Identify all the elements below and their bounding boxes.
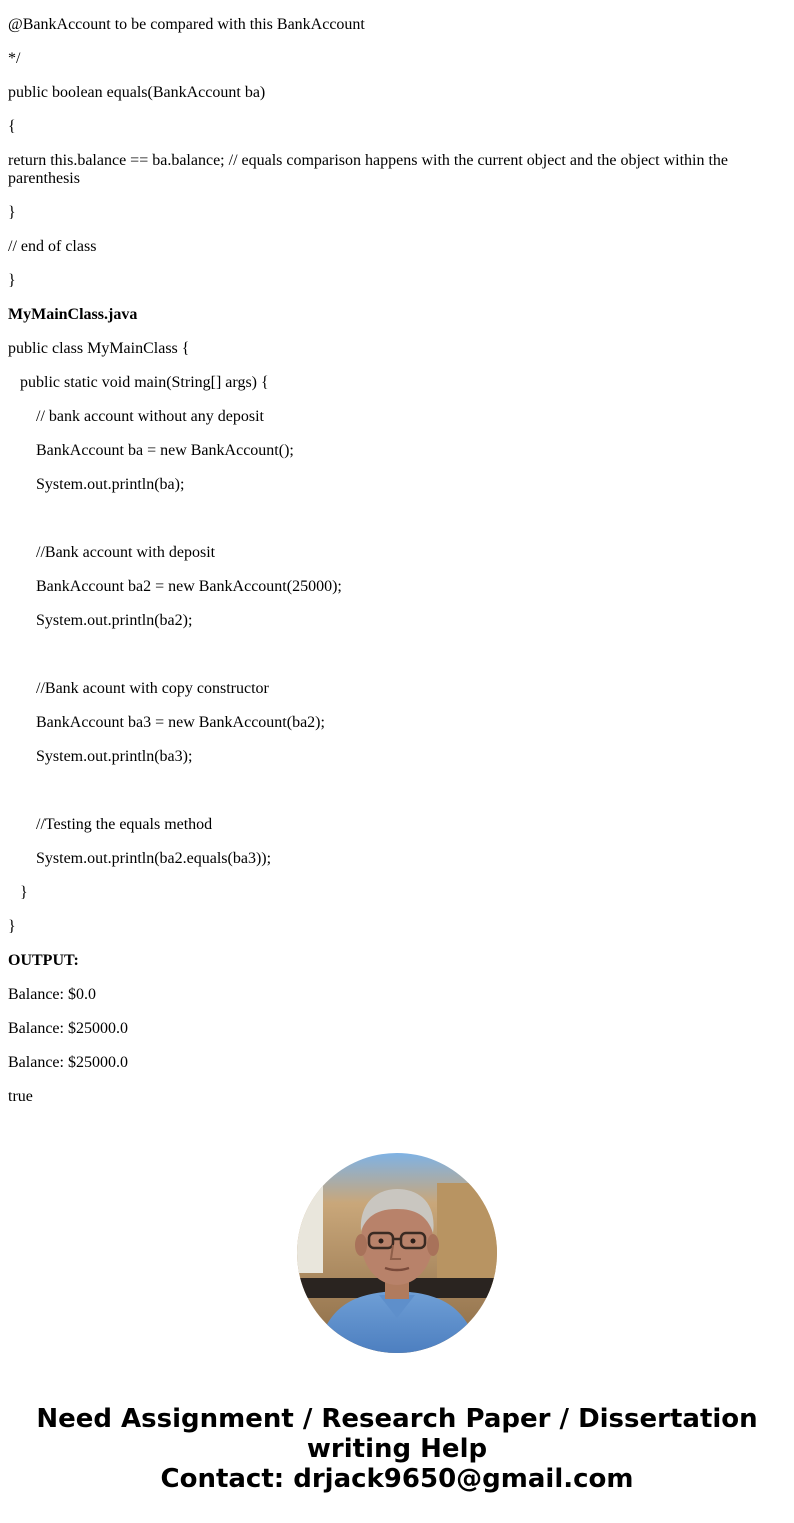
- output-line: Balance: $25000.0: [8, 1020, 128, 1037]
- code-comment: //Bank acount with copy constructor: [8, 680, 269, 697]
- code-comment: //Bank account with deposit: [8, 544, 216, 561]
- code-line: System.out.println(ba2);: [8, 612, 193, 629]
- promo-contact: Contact: drjack9650@gmail.com: [160, 1464, 634, 1494]
- return-statement: return this.balance == ba.balance; // equals comparison happens with the current object and the object within the parenthesis: [8, 152, 733, 187]
- code-line: BankAccount ba = new BankAccount();: [8, 442, 294, 459]
- brace-open: {: [8, 118, 16, 135]
- brace-close: }: [8, 884, 28, 901]
- brace-close: }: [8, 204, 16, 221]
- code-comment: // bank account without any deposit: [8, 408, 264, 425]
- output-line: Balance: $0.0: [8, 986, 96, 1003]
- code-comment: //Testing the equals method: [8, 816, 213, 833]
- output-line: true: [8, 1088, 33, 1105]
- brace-close: }: [8, 918, 16, 935]
- brace-close: }: [8, 272, 16, 289]
- promo-banner: [0, 1404, 794, 1494]
- code-line: System.out.println(ba2.equals(ba3));: [8, 850, 272, 867]
- javadoc-line: @BankAccount to be compared with this BankAccount: [8, 16, 365, 33]
- author-avatar: [297, 1153, 497, 1353]
- comment-close: */: [8, 50, 21, 67]
- end-comment: // end of class: [8, 238, 97, 255]
- portrait-illustration: [297, 1153, 497, 1353]
- promo-line: Need Assignment / Research Paper / Dissertation: [36, 1404, 758, 1434]
- code-line: System.out.println(ba);: [8, 476, 185, 493]
- output-line: Balance: $25000.0: [8, 1054, 128, 1071]
- class-declaration: public class MyMainClass {: [8, 340, 190, 357]
- method-signature: public boolean equals(BankAccount ba): [8, 84, 266, 101]
- code-line: BankAccount ba2 = new BankAccount(25000);: [8, 578, 342, 595]
- code-line: BankAccount ba3 = new BankAccount(ba2);: [8, 714, 325, 731]
- promo-line: writing Help: [306, 1434, 488, 1464]
- main-method: public static void main(String[] args) {: [8, 374, 269, 391]
- output-heading: OUTPUT:: [8, 952, 79, 969]
- cut-off-line: [8, 0, 786, 2]
- code-line: System.out.println(ba3);: [8, 748, 193, 765]
- file-heading: MyMainClass.java: [8, 306, 138, 323]
